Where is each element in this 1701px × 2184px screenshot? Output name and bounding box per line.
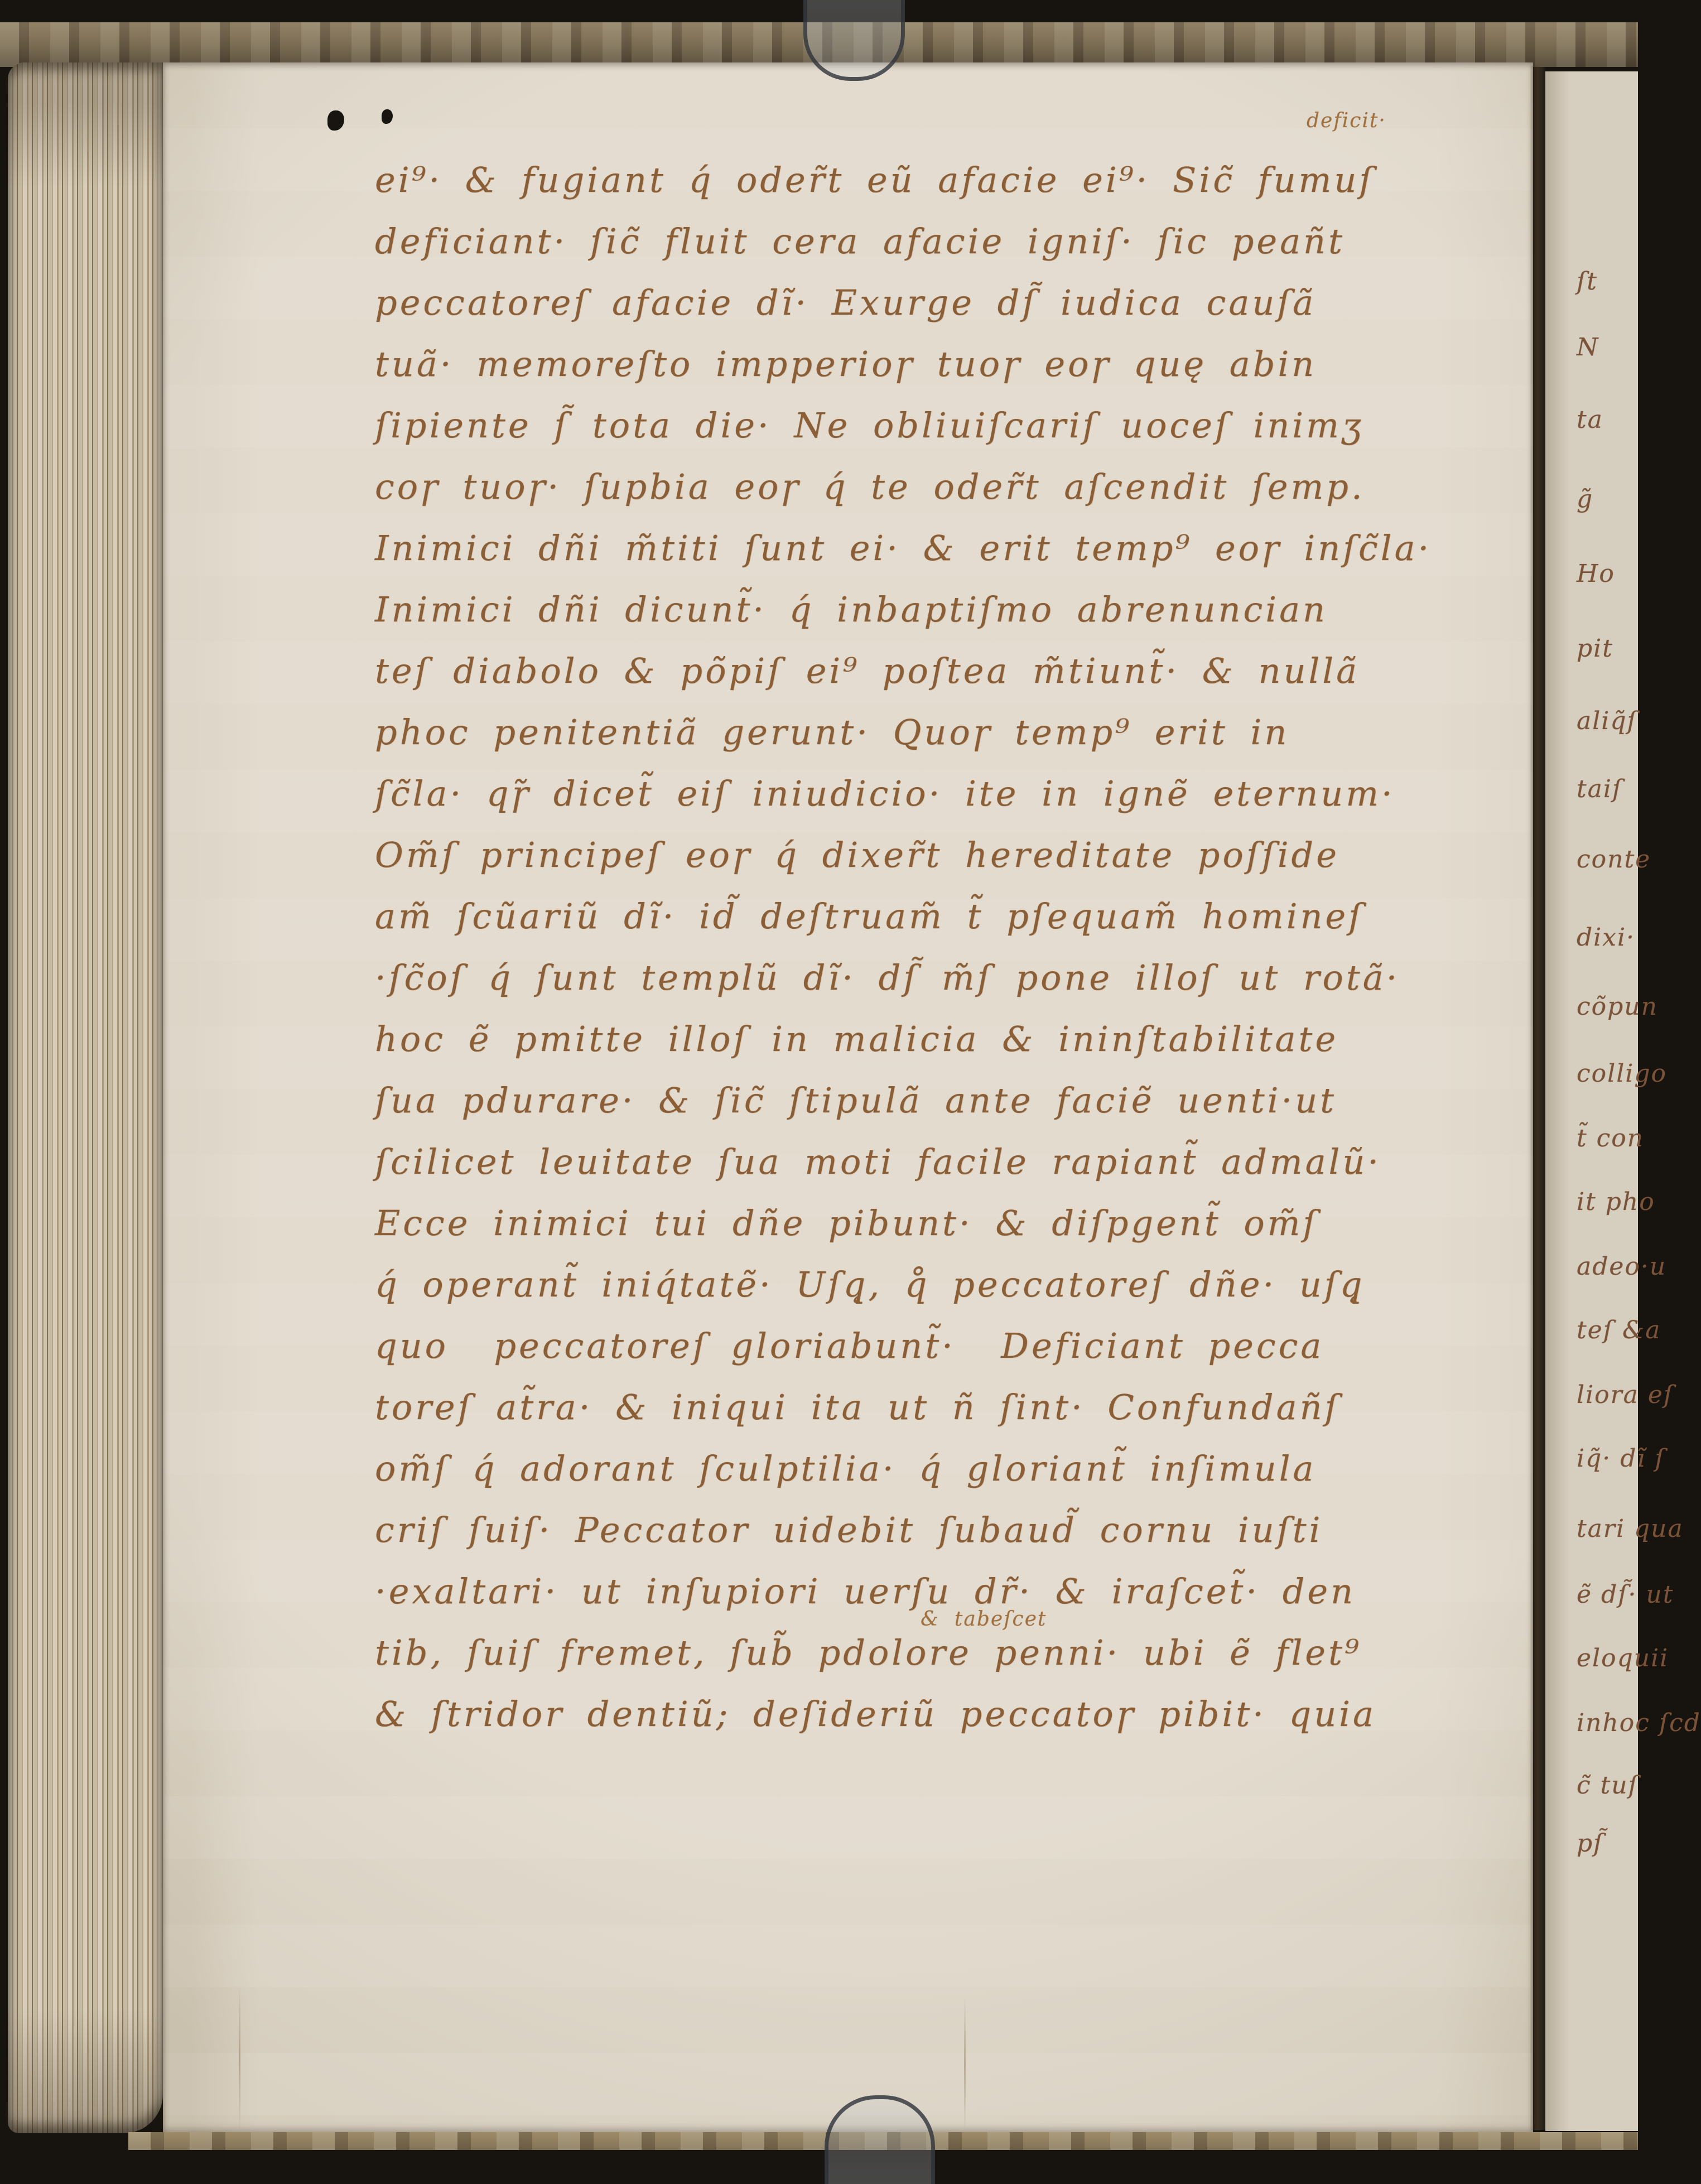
wormhole (327, 110, 344, 131)
fore-edge-text-fragment: pit (1577, 634, 1613, 663)
fore-edge-text-fragment: ta (1577, 406, 1603, 434)
manuscript-line: q́ operant̃ iniq́tatẽ· Uſq̨, q̊ peccatoreſ dñe· uſq̨ (375, 1264, 1365, 1305)
fore-edge-text-fragment: c̃ tuſ (1577, 1771, 1639, 1800)
marginal-gloss-deficit: deficit· (1307, 109, 1386, 132)
fore-edge-text-fragment: aliq̃ſ (1577, 707, 1637, 735)
manuscript-line: ei⁹· & fugiant q́ oder̃t eũ afacie ei⁹· Sic̃ fumuſ (375, 160, 1375, 200)
fore-edge-text-fragment: conte (1577, 845, 1651, 874)
fore-edge-text-fragment: inhoc ſcd (1577, 1709, 1701, 1737)
fore-edge-text-fragment: eloquii (1577, 1644, 1669, 1672)
fore-edge-text-fragment: adeo·u (1577, 1252, 1667, 1281)
manuscript-line: ſipiente ſ̃ tota die· Ne obliuiſcariſ uoceſ inimʒ (375, 405, 1364, 446)
fore-edge-text-fragment: g̃ (1577, 485, 1594, 513)
interlinear-gloss-tabescet: & tabeſcet (921, 1608, 1047, 1631)
fore-edge-text-fragment: liora eſ (1577, 1381, 1674, 1409)
manuscript-line: om̃ſ q́ adorant ſculptilia· q́ gloriant̃ inſimula (375, 1448, 1317, 1489)
fore-edge-text-fragment: N (1577, 333, 1599, 361)
fore-edge-text-fragment: iq̃· dĩ ſ (1577, 1444, 1665, 1473)
manuscript-line: Inimici dñi dicunt̃· q́ inbaptiſmo abrenuncian (375, 589, 1328, 630)
manuscript-line: ſua pdurare· & ſic̃ ſtipulã ante faciẽ uenti·ut (375, 1080, 1337, 1121)
manuscript-line: coɼ tuoɼ· ſupbia eoɼ q́ te oder̃t aſcendit ſemp. (375, 466, 1365, 507)
manuscript-line: criſ ſuiſ· Peccator uidebit ſubaud̃ cornu iuſti (375, 1510, 1323, 1550)
manuscript-line: ·ſc̃oſ q́ ſunt templũ dĩ· dſ̃ m̃ſ pone illoſ ut rotã· (375, 957, 1400, 998)
fore-edge-text-fragment: teſ &a (1577, 1316, 1661, 1344)
manuscript-line: peccatoreſ afacie dĩ· Exurge dſ̃ iudica cauſã (375, 282, 1317, 323)
fore-edge-text-fragment: it pho (1577, 1188, 1655, 1216)
fore-edge-text-fragment: t̃ con (1577, 1124, 1645, 1153)
manuscript-line: ſcilicet leuitate ſua moti facile rapiant̃ admalũ· (375, 1141, 1381, 1182)
fore-edge-text-fragment: pſ̃ (1577, 1829, 1604, 1858)
gutter-fold-shadow (1530, 66, 1546, 2130)
fore-edge-text-fragment: tari qua (1577, 1515, 1684, 1543)
manuscript-line: ·exaltari· ut inſupiori uerſu dr̃· & iraſcet̃· den (375, 1571, 1356, 1612)
manuscript-line: toreſ at̃ra· & iniqui ita ut ñ ſint· Confundañſ (375, 1387, 1341, 1428)
fore-edge-text-fragment: ẽ dſ̃· ut (1577, 1580, 1674, 1609)
manuscript-line: quo peccatoreſ gloriabunt̃· Deficiant pecca (375, 1325, 1324, 1366)
manuscript-line: hoc ẽ pmitte illoſ in malicia & ininſtabilitate (375, 1019, 1339, 1059)
manuscript-line: Om̃ſ principeſ eoɼ q́ dixer̃t hereditate poſſide (375, 835, 1339, 875)
manuscript-line: & ſtridor dentiũ; deſideriũ peccatoɼ pibit· quia (375, 1694, 1376, 1734)
fore-edge-text-fragment: dixi· (1577, 923, 1636, 952)
wormhole (382, 109, 393, 124)
manuscript-line: phoc penitentiã gerunt· Quoɼ temp⁹ erit in (375, 712, 1290, 753)
manuscript-line: am̃ ſcũariũ dĩ· id̃ deſtruam̃ t̃ pſequam̃ homineſ (375, 896, 1365, 937)
manuscript-line: ſc̃la· qɼ̃ dicet̃ eiſ iniudicio· ite in ignẽ eternum· (375, 773, 1395, 814)
fore-edge-text-fragment: colligo (1577, 1059, 1668, 1088)
manuscript-line: teſ diabolo & põpiſ ei⁹ poſtea m̃tiunt̃· & nullã (375, 650, 1360, 691)
manuscript-line: deficiant· ſic̃ fluit cera afacie igniſ· ſic peañt (375, 221, 1345, 262)
fore-edge-text-fragment: cõpun (1577, 992, 1658, 1021)
fore-edge-text-fragment: taiſ (1577, 775, 1623, 803)
parchment-crease (964, 1997, 966, 2131)
manuscript-line: tuã· memoreſto impperioɼ tuoɼ eoɼ quę abin (375, 344, 1317, 384)
next-page-fore-edge (1545, 71, 1701, 2131)
manuscript-line: Inimici dñi m̃titi ſunt ei· & erit temp⁹ eoɼ inſc̃la· (375, 528, 1432, 568)
page-holder-clip-bottom (825, 2095, 935, 2184)
fore-edge-text-fragment: Ho (1577, 560, 1615, 588)
stacked-page-edges (8, 62, 163, 2133)
main-text-block (375, 150, 1530, 1745)
manuscript-line: tib, ſuiſ fremet, ſub̃ pdolore penni· ubi ẽ flet⁹ (375, 1632, 1362, 1673)
parchment-crease (239, 1986, 240, 2131)
fore-edge-text-fragment: ſt (1577, 267, 1598, 296)
manuscript-line: Ecce inimici tui dñe pibunt· & diſpgent̃ om̃ſ (375, 1203, 1319, 1243)
